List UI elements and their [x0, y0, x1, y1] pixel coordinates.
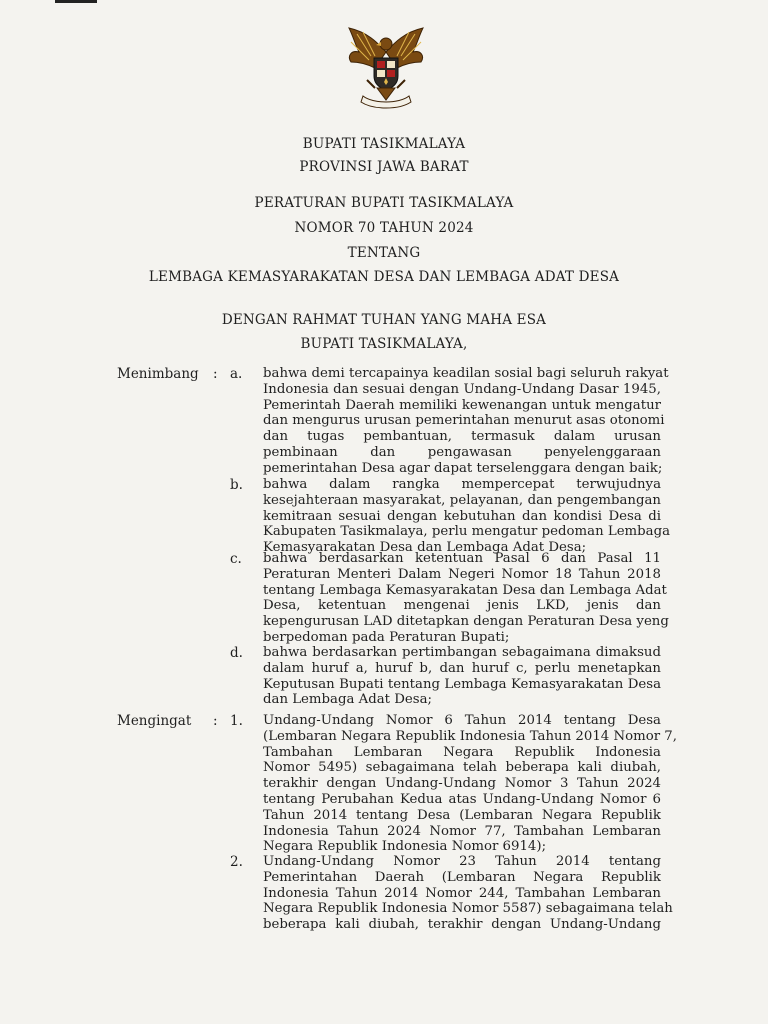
item-marker: d. — [230, 645, 243, 661]
regulation-about: TENTANG — [347, 245, 421, 261]
grace-formula: DENGAN RAHMAT TUHAN YANG MAHA ESA — [221, 312, 547, 328]
text-line: Kemasyarakatan Desa dan Lembaga Adat Desa; — [263, 540, 587, 556]
text-line: kemitraan sesuai dengan kebutuhan dan kondisi Desa di — [263, 508, 661, 524]
text-line: tentang Perubahan Kedua atas Undang-Undang Nomor 6 — [263, 791, 661, 807]
text-line: Indonesia Tahun 2024 Nomor 77, Tambahan Lembaran — [263, 823, 661, 839]
text-line: pemerintahan Desa agar dapat terselenggara dengan baik; — [263, 460, 663, 476]
mengingat-item-1 — [263, 713, 677, 855]
regulation-title: PERATURAN BUPATI TASIKMALAYA — [254, 195, 514, 211]
text-line: dalam huruf a, huruf b, dan huruf c, perlu menetapkan — [263, 660, 661, 676]
text-line: tentang Lembaga Kemasyarakatan Desa dan Lembaga Adat — [263, 582, 667, 598]
text-line: dan mengurus urusan pemerintahan menurut asas otonomi — [263, 413, 665, 429]
text-line: Peraturan Menteri Dalam Negeri Nomor 18 Tahun 2018 — [263, 566, 661, 582]
text-line: beberapa kali diubah, terakhir dengan Undang-Undang — [263, 917, 661, 933]
item-marker: a. — [230, 366, 243, 382]
menimbang-item-b — [263, 477, 671, 556]
menimbang-label: Menimbang — [117, 366, 199, 382]
item-marker: c. — [230, 551, 242, 567]
text-line: pembinaan dan pengawasan penyelenggaraan — [263, 444, 661, 460]
regulation-subject: LEMBAGA KEMASYARAKATAN DESA DAN LEMBAGA ADAT DESA — [148, 269, 620, 285]
garuda-emblem-icon — [337, 22, 435, 110]
province-heading: PROVINSI JAWA BARAT — [299, 159, 469, 175]
mengingat-item-2 — [263, 854, 673, 933]
item-marker: 1. — [230, 713, 243, 729]
menimbang-item-d — [263, 645, 661, 708]
text-line: dan Lembaga Adat Desa; — [263, 692, 433, 708]
menimbang-colon: : — [213, 366, 218, 382]
scan-edge-mark — [55, 0, 97, 3]
text-line: terakhir dengan Undang-Undang Nomor 3 Tahun 2024 — [263, 776, 661, 792]
text-line: dan tugas pembantuan, termasuk dalam urusan — [263, 429, 661, 445]
text-line: Kabupaten Tasikmalaya, perlu mengatur pedoman Lembaga — [263, 524, 671, 540]
regent-heading: BUPATI TASIKMALAYA — [302, 136, 466, 152]
text-line: Indonesia dan sesuai dengan Undang-Undang Dasar 1945, — [263, 381, 661, 397]
text-line: Tambahan Lembaran Negara Republik Indonesia — [263, 744, 661, 760]
item-marker: b. — [230, 477, 243, 493]
text-line: bahwa berdasarkan ketentuan Pasal 6 dan Pasal 11 — [263, 551, 661, 566]
menimbang-item-a — [263, 366, 669, 477]
mengingat-label: Mengingat — [117, 713, 192, 729]
text-line: Pemerintahan Daerah (Lembaran Negara Republik — [263, 869, 661, 885]
item-marker: 2. — [230, 854, 243, 870]
text-line: Pemerintah Daerah memiliki kewenangan untuk mengatur — [263, 397, 661, 413]
text-line: Tahun 2014 tentang Desa (Lembaran Negara Republik — [263, 807, 661, 823]
mengingat-colon: : — [213, 713, 218, 729]
text-line: Undang-Undang Nomor 23 Tahun 2014 tentang — [263, 854, 661, 869]
text-line: Negara Republik Indonesia Nomor 6914); — [263, 839, 547, 855]
text-line: bahwa demi tercapainya keadilan sosial bagi seluruh rakyat — [263, 366, 669, 381]
text-line: Keputusan Bupati tentang Lembaga Kemasyarakatan Desa — [263, 676, 661, 692]
menimbang-item-c — [263, 551, 669, 646]
regulation-number: NOMOR 70 TAHUN 2024 — [294, 220, 474, 236]
text-line: Negara Republik Indonesia Nomor 5587) sebagaimana telah — [263, 901, 673, 917]
text-line: berpedoman pada Peraturan Bupati; — [263, 629, 510, 645]
text-line: (Lembaran Negara Republik Indonesia Tahun 2014 Nomor 7, — [263, 728, 677, 744]
text-line: kepengurusan LAD ditetapkan dengan Peraturan Desa yeng — [263, 614, 669, 630]
text-line: Indonesia Tahun 2014 Nomor 244, Tambahan Lembaran — [263, 885, 661, 901]
issuer-line: BUPATI TASIKMALAYA, — [300, 336, 468, 352]
text-line: Nomor 5495) sebagaimana telah beberapa kali diubah, — [263, 760, 661, 776]
text-line: bahwa berdasarkan pertimbangan sebagaimana dimaksud — [263, 645, 661, 660]
text-line: kesejahteraan masyarakat, pelayanan, dan pengembangan — [263, 492, 661, 508]
text-line: Desa, ketentuan mengenai jenis LKD, jenis dan — [263, 598, 661, 614]
text-line: bahwa dalam rangka mempercepat terwujudnya — [263, 477, 661, 492]
text-line: Undang-Undang Nomor 6 Tahun 2014 tentang Desa — [263, 713, 661, 728]
